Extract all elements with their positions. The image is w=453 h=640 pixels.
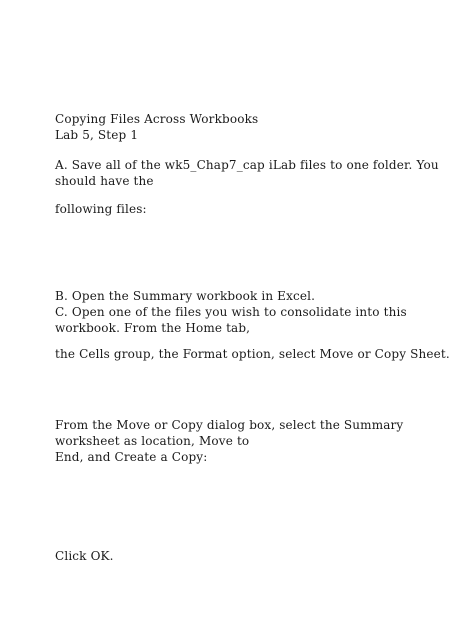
step-c-line-3: the Cells group, the Format option, select Move or Copy Sheet. [55, 347, 450, 361]
document-subtitle: Lab 5, Step 1 [55, 128, 139, 142]
final-instruction: Click OK. [55, 549, 114, 563]
document-title: Copying Files Across Workbooks [55, 112, 259, 126]
step-c-line-2: workbook. From the Home tab, [55, 321, 251, 335]
dialog-instruction-line-3: End, and Create a Copy: [55, 450, 208, 464]
step-a-line-2: should have the [55, 174, 154, 188]
step-c-line-1: C. Open one of the files you wish to consolidate into this [55, 305, 407, 319]
dialog-instruction-line-2: worksheet as location, Move to [55, 434, 250, 448]
dialog-instruction-line-1: From the Move or Copy dialog box, select the Summary [55, 418, 404, 432]
step-a-line-3: following files: [55, 202, 147, 216]
step-a-line-1: A. Save all of the wk5_Chap7_cap iLab files to one folder. You [55, 158, 439, 172]
step-b-text: B. Open the Summary workbook in Excel. [55, 289, 316, 303]
